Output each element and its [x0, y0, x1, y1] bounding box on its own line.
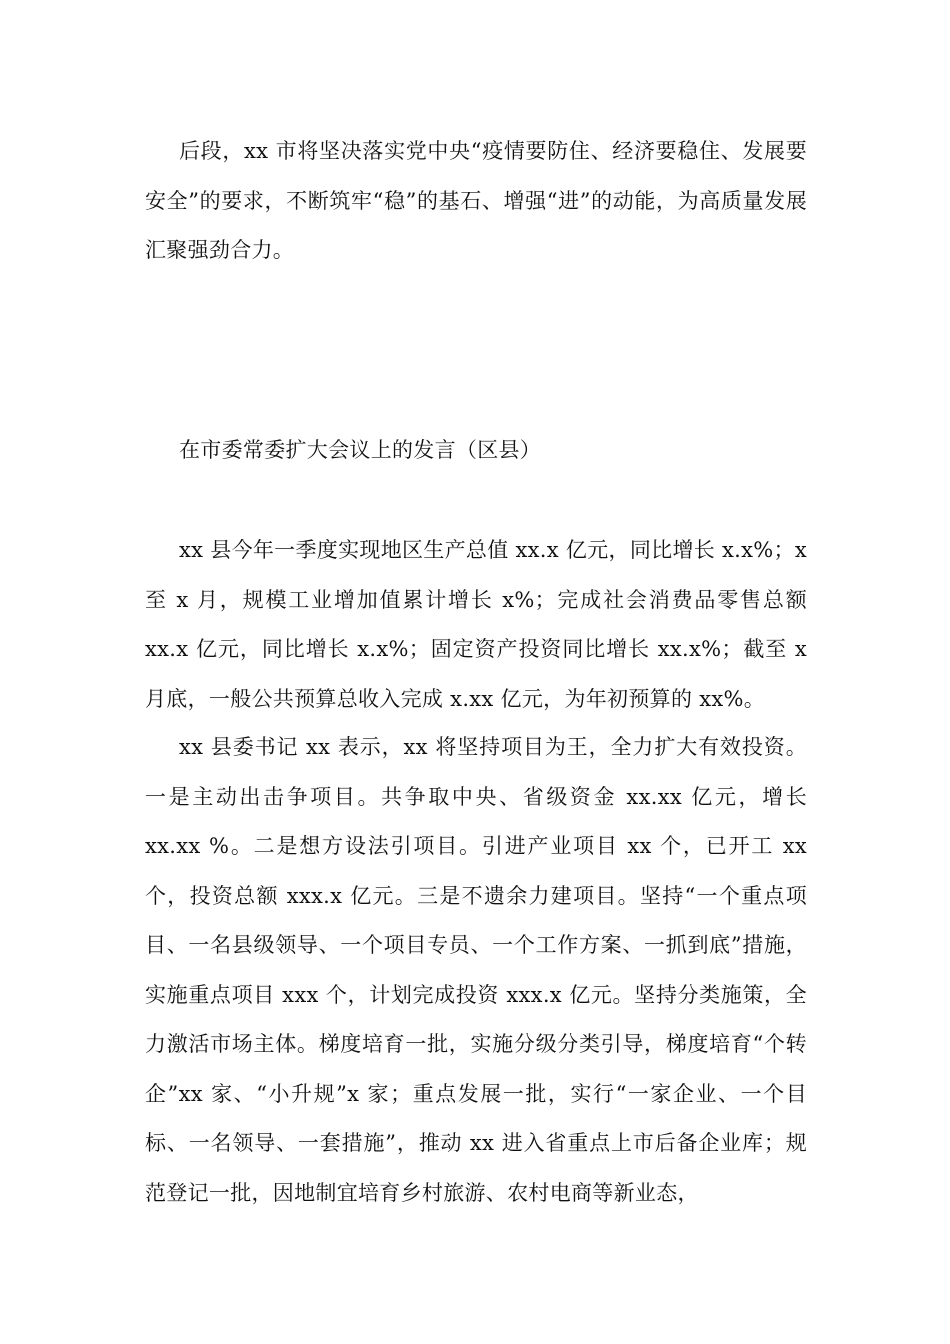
investment-paragraph: xx 县委书记 xx 表示，xx 将坚持项目为王，全力扩大有效投资。一是主动出击争项目。共争取中央、省级资金 xx.xx 亿元，增长 xx.xx %。二是想方设法引项目。引进产业项目 xx 个，已开工 xx 个，投资总额 xxx.x 亿元。三是不遗余力建项目。坚持“一个重点项目、一名县级领导、一个项目专员、一个工作方案、一抓到底”措施，实施重点项目 xxx 个，计划完成投资 xxx.x 亿元。坚持分类施策，全力激活市场主体。梯度培育一批，实施分级分类引导，梯度培育“个转企”xx 家、“小升规”x 家；重点发展一批，实行“一家企业、一个目标、一名领导、一套措施”，推动 xx 进入省重点上市后备企业库；规范登记一批，因地制宜培育乡村旅游、农村电商等新业态，	[145, 735, 807, 1205]
closing-paragraph: 后段，xx 市将坚决落实党中央“疫情要防住、经济要稳住、发展要安全”的要求，不断筑牢“稳”的基石、增强“进”的动能，为高质量发展汇聚强劲合力。	[145, 139, 807, 262]
section-title: 在市委常委扩大会议上的发言（区县）	[179, 438, 542, 462]
economic-stats-paragraph: xx 县今年一季度实现地区生产总值 xx.x 亿元，同比增长 x.x%；x 至 x 月，规模工业增加值累计增长 x%；完成社会消费品零售总额 xx.x 亿元，同比增长 x.x%；固定资产投资同比增长 xx.x%；截至 x 月底，一般公共预算总收入完成 x.xx 亿元，为年初预算的 xx%。	[145, 538, 807, 711]
